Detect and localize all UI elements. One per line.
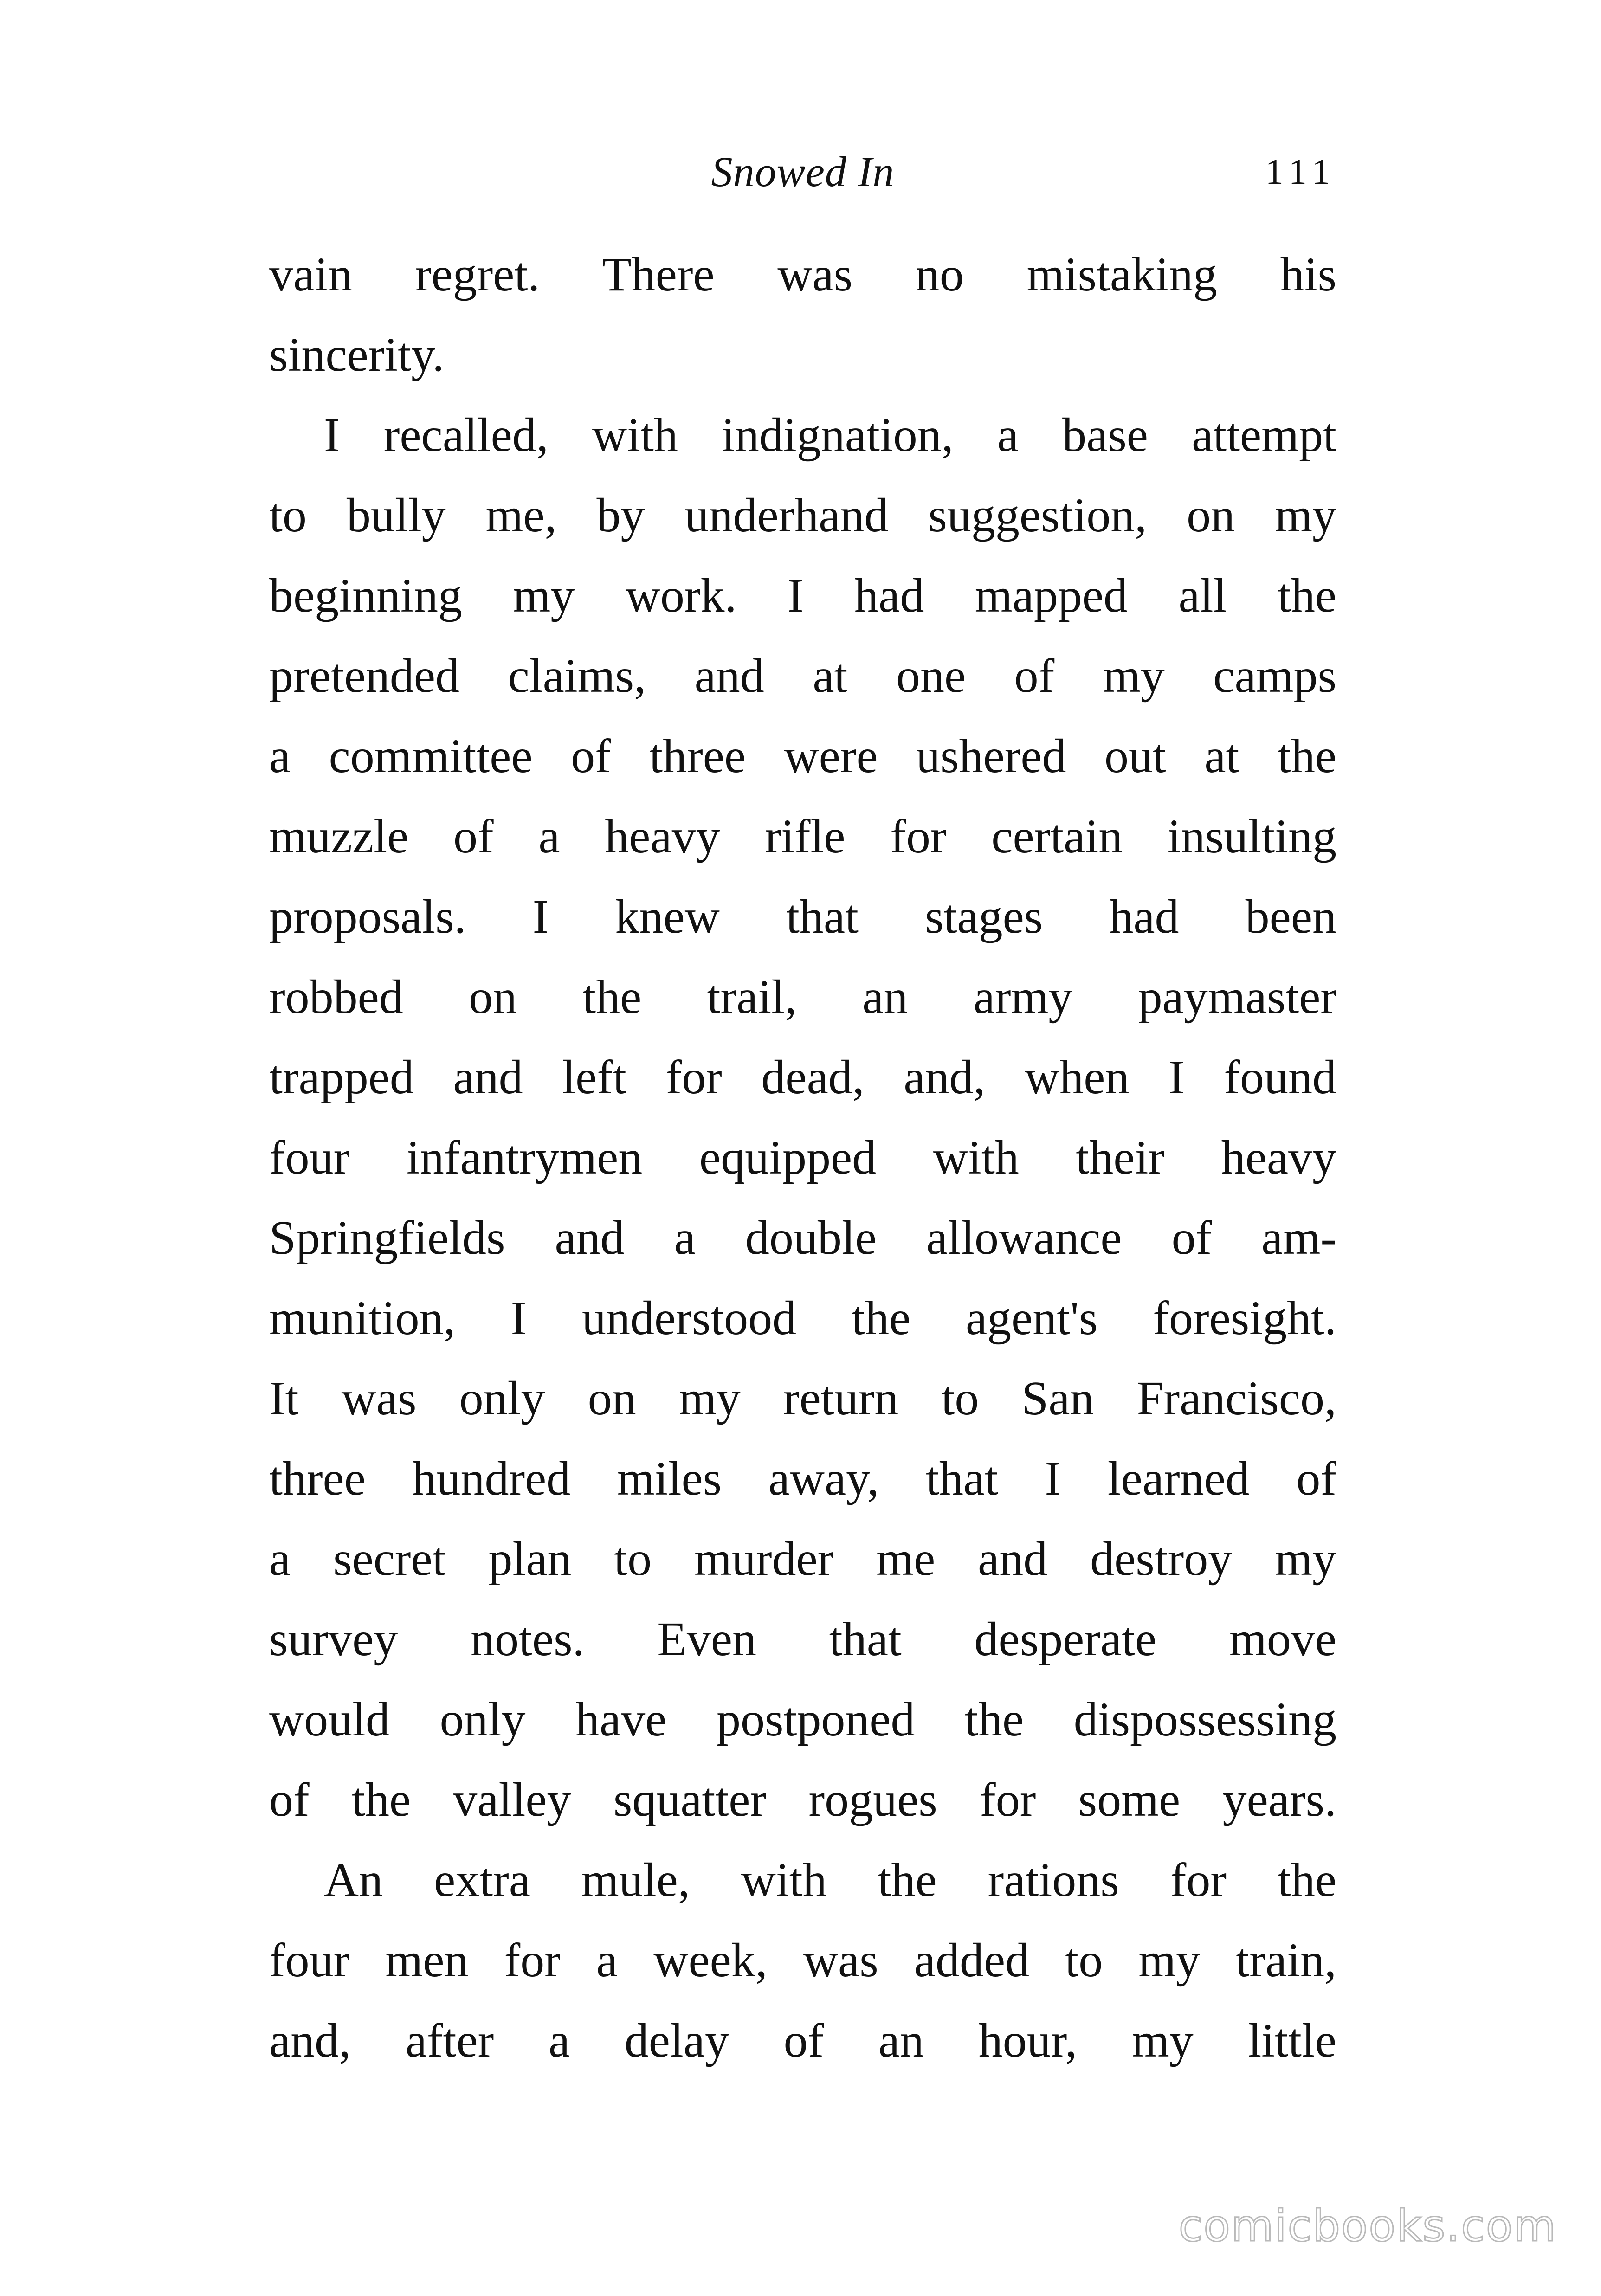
text-line: vain regret. There was no mistaking his <box>269 248 1336 301</box>
text-line: It was only on my return to San Francisco, <box>269 1372 1336 1425</box>
text-line: to bully me, by underhand suggestion, on my <box>269 489 1336 542</box>
text-line: a committee of three were ushered out at the <box>269 729 1336 783</box>
text-line: robbed on the trail, an army paymaster <box>269 970 1336 1024</box>
text-line: four infantrymen equipped with their heavy <box>269 1131 1336 1184</box>
text-line: of the valley squatter rogues for some years. <box>269 1773 1336 1826</box>
text-line: Springfields and a double allowance of am- <box>269 1211 1336 1264</box>
text-line: would only have postponed the dispossessing <box>269 1693 1336 1746</box>
running-title: Snowed In <box>711 148 895 195</box>
text-line: a secret plan to murder me and destroy my <box>269 1532 1336 1586</box>
text-line: and, after a delay of an hour, my little <box>269 2014 1336 2067</box>
text-line: proposals. I knew that stages had been <box>269 890 1336 943</box>
text-line: I recalled, with indignation, a base attempt <box>324 408 1336 462</box>
text-line: An extra mule, with the rations for the <box>324 1853 1336 1907</box>
text-line: three hundred miles away, that I learned of <box>269 1452 1336 1505</box>
text-line: trapped and left for dead, and, when I found <box>269 1051 1336 1104</box>
body-text <box>269 234 1336 2081</box>
text-line: four men for a week, was added to my train, <box>269 1934 1336 1987</box>
text-line: beginning my work. I had mapped all the <box>269 569 1336 622</box>
watermark: comicbooks.com <box>1178 2201 1557 2251</box>
text-line: sincerity. <box>269 328 445 381</box>
text-line: survey notes. Even that desperate move <box>269 1612 1336 1666</box>
running-head <box>269 139 1336 204</box>
text-line: munition, I understood the agent's foresight. <box>269 1291 1336 1345</box>
text-line: muzzle of a heavy rifle for certain insulting <box>269 810 1336 863</box>
page-number: 111 <box>1265 151 1336 192</box>
text-line: pretended claims, and at one of my camps <box>269 649 1336 703</box>
